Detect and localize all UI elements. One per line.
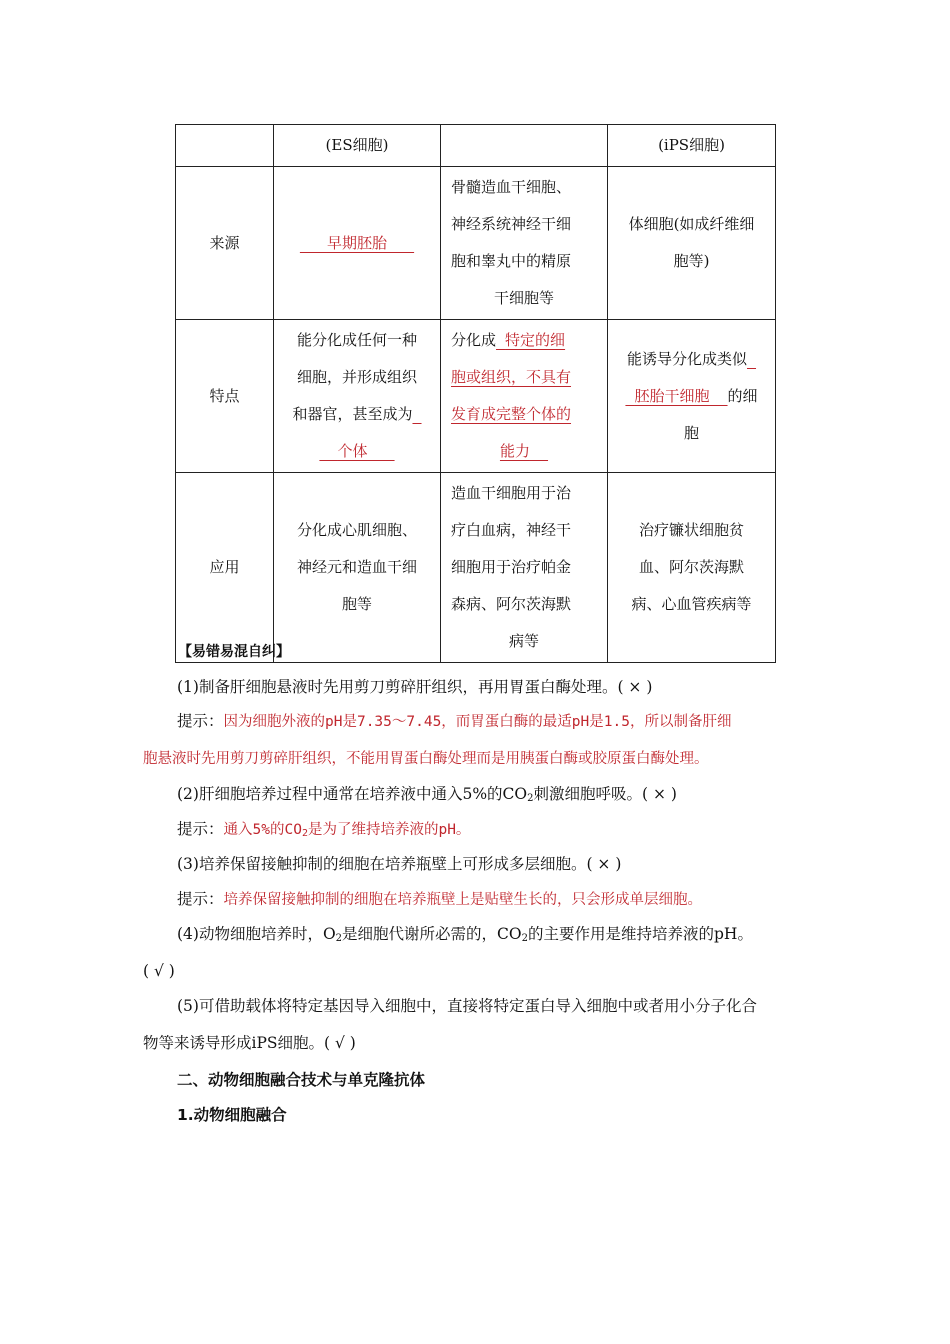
adult-features-cell: 分化成 特定的细 胞或组织，不具有 发育成完整个体的 能力 bbox=[441, 320, 608, 473]
fill-blank-answer: 早期胚胎 bbox=[326, 233, 387, 252]
adult-applications-cell: 造血干细胞用于治 疗白血病，神经干 细胞用于治疗帕金 森病、阿尔茨海默 病等 bbox=[441, 473, 608, 663]
table-header-row bbox=[176, 125, 776, 167]
ips-source-cell: 体细胞(如成纤维细 胞等) bbox=[608, 167, 776, 320]
adult-source-cell: 骨髓造血干细胞、 神经系统神经干细 胞和睾丸中的精原 干细胞等 bbox=[441, 167, 608, 320]
hint-3: 提示：培养保留接触抑制的细胞在培养瓶壁上是贴壁生长的，只会形成单层细胞。 bbox=[177, 890, 703, 908]
question-5: (5)可借助载体将特定基因导入细胞中，直接将特定蛋白导入细胞中或者用小分子化合 bbox=[177, 997, 757, 1015]
table-row-features bbox=[176, 320, 776, 473]
fill-blank-answer: 能力 bbox=[499, 442, 530, 460]
section-tag: 【易错易混自纠】 bbox=[178, 644, 290, 660]
question-5-continued: 物等来诱导形成iPS细胞。( √ ) bbox=[143, 1034, 356, 1052]
question-2: (2)肝细胞培养过程中通常在培养液中通入5%的$CO_2$刺激细胞呼吸。( × ) bbox=[177, 785, 677, 804]
question-3: (3)培养保留接触抑制的细胞在培养瓶壁上可形成多层细胞。( × ) bbox=[177, 855, 622, 873]
question-4: (4)动物细胞培养时，$O_2$是细胞代谢所必需的，$CO_2$的主要作用是维持培养液的pH。 bbox=[177, 925, 753, 944]
stem-cell-comparison-table bbox=[175, 124, 776, 663]
es-source-cell bbox=[274, 167, 441, 320]
fill-blank-answer: 胚胎干细胞 bbox=[634, 386, 710, 405]
header-cell-adult bbox=[441, 125, 608, 167]
hint-label: 提示： bbox=[177, 712, 224, 730]
es-features-cell: 能分化成任何一种 细胞，并形成组织 和器官，甚至成为 个体 bbox=[274, 320, 441, 473]
question-4-mark: ( √ ) bbox=[143, 962, 175, 980]
question-1: (1)制备肝细胞悬液时先用剪刀剪碎肝组织，再用胃蛋白酶处理。( × ) bbox=[177, 678, 653, 696]
ips-features-cell: 能诱导分化成类似 胚胎干细胞 的细 胞 bbox=[608, 320, 776, 473]
row-label: 来源 bbox=[176, 167, 274, 320]
ips-applications-cell: 治疗镰状细胞贫 血、阿尔茨海默 病、心血管疾病等 bbox=[608, 473, 776, 663]
hint-label: 提示： bbox=[177, 820, 224, 838]
hint-2: 提示：通入5%的$CO_2$是为了维持培养液的pH。 bbox=[177, 820, 471, 839]
es-applications-cell: 分化成心肌细胞、 神经元和造血干细 胞等 bbox=[274, 473, 441, 663]
row-label: 特点 bbox=[176, 320, 274, 473]
hint-1-continued: 胞悬液时先用剪刀剪碎肝组织，不能用胃蛋白酶处理而是用胰蛋白酶或胶原蛋白酶处理。 bbox=[143, 751, 709, 767]
fill-blank-answer: 个体 bbox=[337, 442, 368, 460]
hint-label: 提示： bbox=[177, 890, 224, 908]
hint-1: 提示：因为细胞外液的pH是7.35～7.45，而胃蛋白酶的最适pH是1.5，所以制备肝细 bbox=[177, 712, 732, 730]
subsection-heading: 1.动物细胞融合 bbox=[177, 1106, 287, 1124]
table-row-applications bbox=[176, 473, 776, 663]
section-heading: 二、动物细胞融合技术与单克隆抗体 bbox=[177, 1071, 426, 1089]
row-label: 应用 bbox=[176, 473, 274, 663]
header-cell-es: (ES细胞) bbox=[274, 125, 441, 167]
header-cell-empty bbox=[176, 125, 274, 167]
table-row-source bbox=[176, 167, 776, 320]
header-cell-ips: (iPS细胞) bbox=[608, 125, 776, 167]
